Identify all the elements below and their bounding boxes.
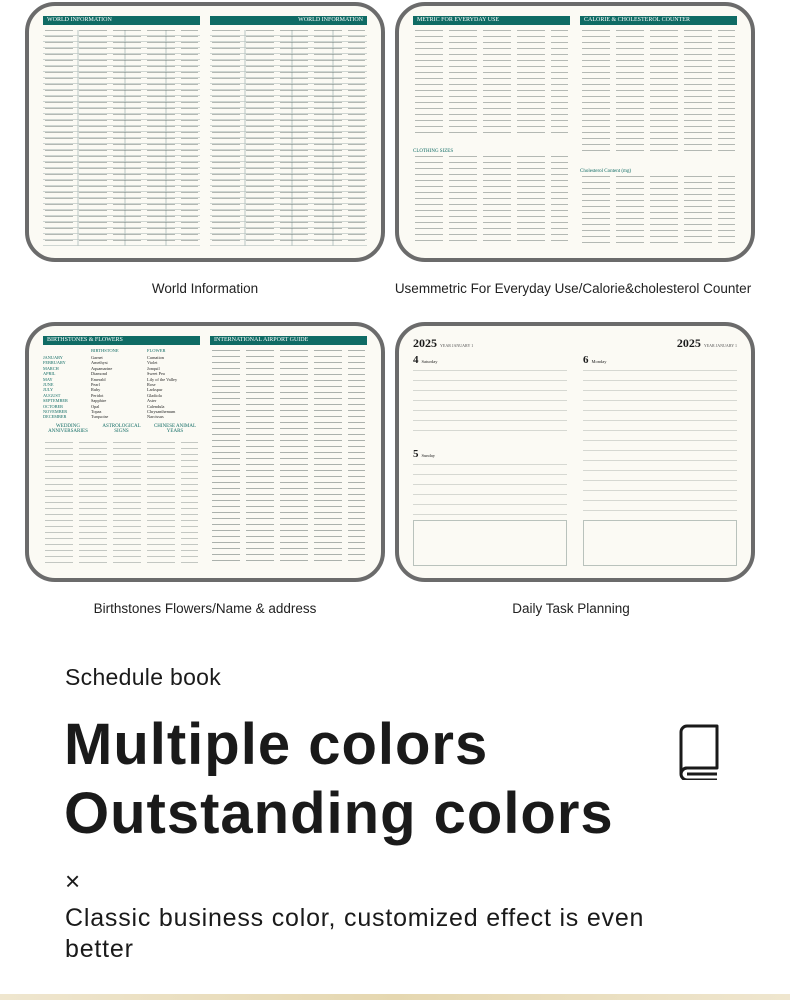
ruling-line: [413, 430, 567, 431]
birthstone-row: FEBRUARY Amethyst Violet: [43, 360, 158, 366]
ruling-line: [413, 464, 567, 465]
day-entry: 5 Sunday: [413, 448, 435, 460]
birthstone-row: AUGUST Peridot Gladiola: [43, 392, 162, 398]
ruling-line: [583, 470, 737, 471]
page-left: [413, 16, 570, 246]
birthstone-row: DECEMBER Turquoise Narcissus: [43, 414, 164, 420]
ruling-line: [413, 474, 567, 475]
page-right: [210, 16, 367, 246]
ruling-line: [583, 400, 737, 401]
ruling-line: [413, 370, 567, 371]
panel-caption: World Information: [151, 281, 259, 296]
ruling-line: [413, 390, 567, 391]
page-heading: WORLD INFORMATION: [43, 16, 200, 25]
birthstone-row: MAY Emerald Lily of the Valley: [43, 376, 178, 382]
page-right: [210, 336, 367, 566]
page-heading: WORLD INFORMATION: [210, 16, 367, 25]
ruling-line: [583, 440, 737, 441]
year-label: 2025 YEAR JANUARY 1: [676, 336, 737, 350]
page-left: [43, 16, 200, 246]
ruling-line: [583, 500, 737, 501]
panel-caption: Birthstones Flowers/Name & address: [93, 601, 317, 616]
page-heading: INTERNATIONAL AIRPORT GUIDE: [210, 336, 367, 345]
panel-daily-planner: [395, 322, 755, 582]
ruling-line: [413, 504, 567, 505]
eyebrow-title: Schedule book: [65, 664, 222, 690]
description-text: Classic business color, customized effect is even better: [65, 904, 645, 963]
section-heading: Cholesterol Content (mg): [580, 169, 632, 174]
ruling-line: [583, 420, 737, 421]
birthstone-row: APRIL Diamond Sweet Pea: [43, 371, 165, 377]
ruling-line: [413, 484, 567, 485]
ruling-line: [583, 490, 737, 491]
page-left: [413, 336, 567, 566]
ruling-line: [413, 380, 567, 381]
birthstone-row: SEPTEMBER Sapphire Aster: [43, 398, 157, 404]
panel-birthstones: [25, 322, 385, 582]
birthstone-list: [43, 355, 200, 420]
ruling-line: [583, 460, 737, 461]
birthstone-row: OCTOBER Opal Calendula: [43, 403, 165, 409]
ruling-line: [413, 400, 567, 401]
ruling-line: [583, 370, 737, 371]
ruling-line: [413, 514, 567, 515]
ruling-line: [413, 410, 567, 411]
book-icon: [677, 724, 721, 780]
headline-line-2: Outstanding colors: [64, 781, 614, 846]
ruling-line: [413, 420, 567, 421]
ruling-line: [413, 494, 567, 495]
page-left: [43, 336, 200, 566]
page-heading: BIRTHSTONES & FLOWERS: [43, 336, 200, 345]
day-entry: 4 Saturday: [413, 354, 438, 366]
section-heading: WEDDING ANNIVERSARIES: [48, 424, 88, 434]
ruling-line: [583, 480, 737, 481]
page-right: [583, 336, 737, 566]
year-label: 2025 YEAR JANUARY 1: [413, 336, 474, 350]
section-heading: CLOTHING SIZES: [413, 149, 454, 154]
x-icon: ×: [65, 866, 81, 896]
ruling-line: [583, 450, 737, 451]
ruling-line: [583, 430, 737, 431]
ruling-line: [583, 390, 737, 391]
notes-box: [413, 520, 567, 566]
page-heading: METRIC FOR EVERYDAY USE: [413, 16, 570, 25]
panel-caption: Daily Task Planning: [512, 601, 630, 616]
page-heading: CALORIE & CHOLESTEROL COUNTER: [580, 16, 737, 25]
birthstone-row: MARCH Aquamarine Jonquil: [43, 365, 160, 371]
column-heading: BIRTHSTONE: [91, 348, 119, 353]
birthstone-row: NOVEMBER Topaz Chrysanthemum: [43, 409, 176, 415]
birthstone-row: JANUARY Garnet Carnation: [43, 355, 164, 360]
bottom-band: [0, 994, 790, 1000]
column-heading: FLOWER: [147, 348, 166, 353]
ruling-line: [583, 510, 737, 511]
page-right: [580, 16, 737, 246]
day-entry: 6 Monday: [583, 354, 607, 366]
headline-line-1: Multiple colors: [64, 712, 489, 777]
ruling-line: [583, 380, 737, 381]
panel-caption: Usemmetric For Everyday Use/Calorie&cholesterol Counter: [394, 281, 752, 296]
section-heading: ASTROLOGICAL SIGNS: [102, 424, 141, 434]
ruling-line: [583, 410, 737, 411]
panel-world-information: [25, 2, 385, 262]
section-heading: CHINESE ANIMAL YEARS: [153, 424, 197, 434]
notes-box: [583, 520, 737, 566]
birthstone-row: JUNE Pearl Rose: [43, 382, 156, 388]
panel-metric-calorie: [395, 2, 755, 262]
birthstone-row: JULY Ruby Larkspur: [43, 387, 163, 393]
